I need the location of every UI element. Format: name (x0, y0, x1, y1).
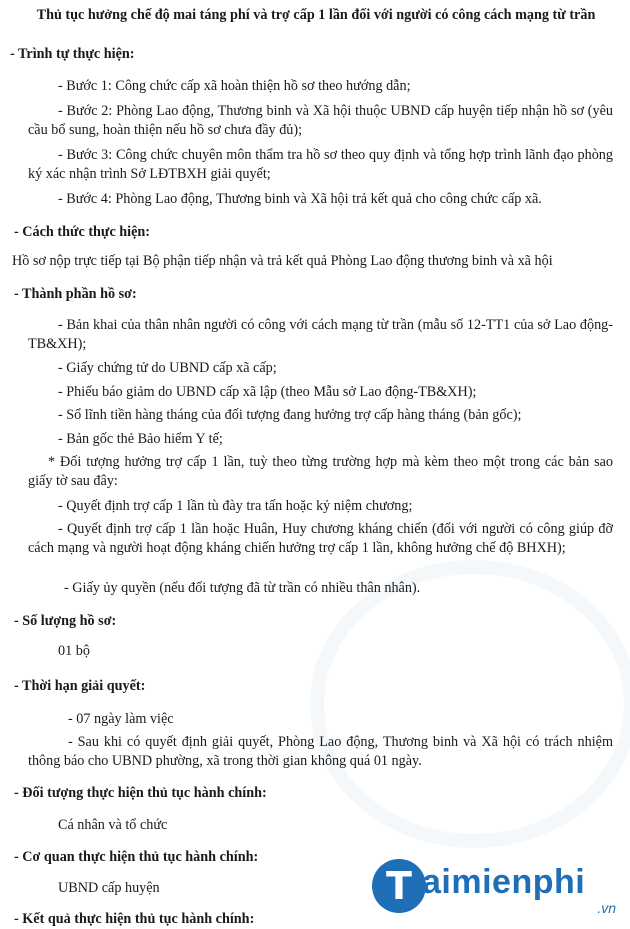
section-heading-method: - Cách thức thực hiện: (14, 224, 151, 240)
document-item: - Giấy ủy quyền (nếu đối tượng đã từ trần có nhiều thân nhân). (64, 580, 421, 596)
agency-text: UBND cấp huyện (58, 880, 160, 896)
document-item: - Bản khai của thân nhân người có công với cách mạng từ trần (mẫu số 12-TT1 của sở Lao động-TB&XH); (28, 317, 613, 352)
document-item: - Quyết định trợ cấp 1 lần hoặc Huân, Huy chương kháng chiến (đối với người có công giúp đỡ cách mạng và người hoạt động kháng chiến hưởng trợ cấp 1 lần, không hưởng chế độ BHXH); (28, 521, 613, 556)
document-item: - Sổ lĩnh tiền hàng tháng của đối tượng đang hưởng trợ cấp hàng tháng (bản gốc); (58, 407, 522, 423)
section-heading-agency: - Cơ quan thực hiện thủ tục hành chính: (14, 849, 259, 865)
document-title: Thủ tục hưởng chế độ mai táng phí và trợ cấp 1 lần đối với người có công cách mạng từ trần (36, 7, 596, 23)
logo-tld: .vn (597, 900, 616, 916)
step-2: - Bước 2: Phòng Lao động, Thương binh và Xã hội thuộc UBND cấp huyện tiếp nhận hồ sơ (yêu cầu bổ sung, hoàn thiện nếu hồ sơ chưa đầy đủ); (28, 103, 613, 138)
document-note: * Đối tượng hưởng trợ cấp 1 lần, tuỳ theo từng trường hợp mà kèm theo một trong các bản sao giấy tờ sau đây: (28, 454, 613, 489)
logo-t-icon: T (372, 859, 426, 913)
section-heading-deadline: - Thời hạn giải quyết: (14, 678, 146, 694)
document-item: - Quyết định trợ cấp 1 lần tù đày tra tấn hoặc kỷ niệm chương; (58, 498, 413, 514)
subjects-text: Cá nhân và tổ chức (58, 817, 168, 833)
step-4: - Bước 4: Phòng Lao động, Thương binh và Xã hội trả kết quả cho công chức cấp xã. (58, 191, 542, 207)
step-3: - Bước 3: Công chức chuyên môn thẩm tra hồ sơ theo quy định và tổng hợp trình lãnh đạo phòng ký xác nhận trình Sở LĐTBXH giải quyết; (28, 147, 613, 182)
document-item: - Bản gốc thẻ Bảo hiểm Y tế; (58, 431, 223, 447)
section-heading-documents: - Thành phần hồ sơ: (14, 286, 137, 302)
deadline-item: - 07 ngày làm việc (68, 711, 174, 727)
document-item: - Phiếu báo giảm do UBND cấp xã lập (theo Mẫu sở Lao động-TB&XH); (58, 384, 477, 400)
method-text: Hồ sơ nộp trực tiếp tại Bộ phận tiếp nhận và trả kết quả Phòng Lao động thương binh và xã hội (12, 253, 553, 269)
quantity-text: 01 bộ (58, 643, 90, 659)
step-1: - Bước 1: Công chức cấp xã hoàn thiện hồ sơ theo hướng dẫn; (58, 78, 411, 94)
section-heading-quantity: - Số lượng hồ sơ: (14, 613, 117, 629)
deadline-item: - Sau khi có quyết định giải quyết, Phòng Lao động, Thương binh và Xã hội có trách nhiệm thông báo cho UBND phường, xã trong thời gian không quá 01 ngày. (28, 734, 613, 769)
section-heading-procedure: - Trình tự thực hiện: (10, 46, 135, 62)
background-watermark (310, 560, 630, 848)
logo-name: aimienphi (422, 863, 586, 901)
section-heading-subjects: - Đối tượng thực hiện thủ tục hành chính: (14, 785, 267, 801)
document-item: - Giấy chứng tử do UBND cấp xã cấp; (58, 360, 277, 376)
section-heading-result: - Kết quả thực hiện thủ tục hành chính: (14, 911, 255, 927)
taimienphi-logo (372, 851, 622, 921)
